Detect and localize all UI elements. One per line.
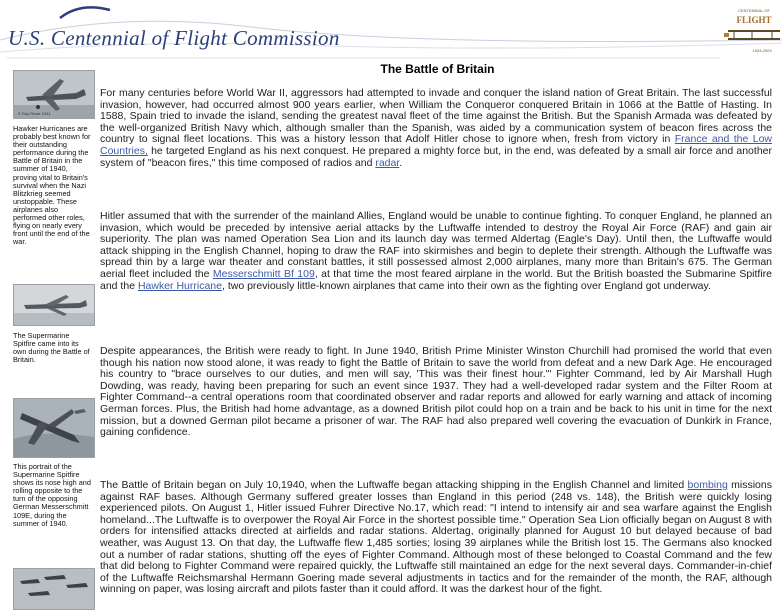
paragraph-text: , at that time the most feared airplane in the world. But the British boasted the Submarine Spitfire and the xyxy=(100,267,772,292)
link-france-low-countries[interactable]: France and the Low Countries, xyxy=(100,133,772,157)
hurricane-caption: Hawker Hurricanes are probably best known for their outstanding performance during the Battle of Britain in the summer of 1940, proving vital to Britain's survival when the Nazi Blitzkrieg seemed unstoppable. These airplanes also performed other roles, flying on nearly every front until the end of the war. xyxy=(13,124,91,247)
spitfire-portrait-photo[interactable] xyxy=(13,398,95,458)
wright-flyer-icon xyxy=(722,4,782,56)
paragraph-text: Despite appearances, the British were ready to fight. In June 1940, British Prime Minister Winston Churchill had promised the world that even though his nation now stood alone, it was ready to fight the Battle of Britain to save the world from defeat and a new Dark Age. He encouraged his country to "brace ourselves to our duties, and men will say, 'This was their finest hour.'" Fighter Command, led by Air Marshall Hugh Dowding, was ready, having been preparing for such an event since 1937. They had a well-developed radar system and the Filter Room at Fighter Command--a central operations room that coordinated observer and radar reports and allowed for early warning and attack of incoming German forces. Plus, the British had home advantage, as a downed British pilot could hop on a train and be back to his unit in time for the next mission, but a downed German pilot became a prisoner of war. The RAF had also prepared well covering the evacuation of Dunkirk in France, gaining confidence. xyxy=(100,345,772,439)
link-radar[interactable]: radar xyxy=(375,156,400,169)
bomber-formation-icon xyxy=(14,569,94,609)
paragraph-text: he targeted England as his next conquest. He prepared a mighty force but, in the end, was defeated by a small air force and another system of "beacon fires," this time composed of radios and xyxy=(100,144,772,169)
spitfire-caption: The Supermarine Spitfire came into its own during the Battle of Britain. xyxy=(13,331,90,365)
paragraph-text: The Battle of Britain began on July 10,1940, when the Luftwaffe began attacking shipping in the English Channel and limited xyxy=(100,479,688,491)
paragraph-text: missions against RAF bases. Although Germany suffered greater losses than England in this period (248 vs. 148), the British were quickly losing experienced pilots. On August 1, Hitler issued Fuhrer Directive No.17, which read: "I intend to intensify air and sea warfare against the English homeland...The Luftwaffe is to overpower the Royal Air Force in the shortest possible time." Operation Sea Lion officially began on August 8 with orders for intensified attacks directed at airfields and radar stations. Aldertag, originally planned for August 10 but delayed because of bad weather, was August 13. On that day, the Luftwaffe flew 1,485 sorties; losing 39 airplanes while the British lost 15. The Germans also knocked out a number of radar stations, shutting off the eyes of Fighter Command. Although most of these belonged to Coastal Command and the few that did belong to Fighter Command were repaired quickly, the Luftwaffe still maintained an edge for the next several days. Commander-in-chief of the Luftwaffe Reichsmarshal Hermann Goering made several adjustments in tactics and for the remainder of the month, the RAF, although winning on paper, was losing aircraft and pilots faster than it could afford. It was the darkest hour of the fight. xyxy=(100,479,772,596)
link-messerschmitt[interactable]: Messerschmitt Bf 109 xyxy=(212,267,315,280)
article-paragraph-4 xyxy=(100,480,772,596)
logo-top-text: CENTENNIAL OF xyxy=(738,8,770,13)
hurricane-airplane-icon xyxy=(14,71,94,118)
link-hawker-hurricane[interactable]: Hawker Hurricane xyxy=(137,279,222,292)
spitfire-airplane-icon xyxy=(14,285,94,325)
site-banner xyxy=(0,0,782,62)
logo-word: FLIGHT xyxy=(736,15,772,25)
page-title: The Battle of Britain xyxy=(380,62,495,76)
spitfire-photo[interactable] xyxy=(13,284,95,326)
hurricane-photo[interactable] xyxy=(13,70,95,119)
article-paragraph-3 xyxy=(100,346,772,439)
centennial-logo[interactable] xyxy=(722,4,782,56)
logo-years: 1903-2003 xyxy=(752,48,772,53)
spitfire-portrait-caption: This portrait of the Supermarine Spitfire shows its nose high and rolling opposite to the turn of the opposing German Messerschmitt 109E, during the summer of 1940. xyxy=(13,462,91,528)
spitfire-dogfight-icon xyxy=(14,399,94,457)
site-title[interactable]: U.S. Centennial of Flight Commission xyxy=(8,26,340,50)
formation-photo[interactable] xyxy=(13,568,95,610)
paragraph-text: , two previously little-known airplanes that came into their own as the fighting over England got underway. xyxy=(221,279,711,292)
photo-stamp: © Roy Rowe 1941 xyxy=(18,111,51,116)
paragraph-text: Hitler assumed that with the surrender of the mainland Allies, England would be unable to continue fighting. To conquer England, he planned an invasion, which would be preceded by intensive aerial attacks by the Luftwaffe intended to destroy the Royal Air Force (RAF) and gain air superiority. The plan was named Operation Sea Lion and its launch day was termed Aldertag (Eagle's Day). Until then, the Luftwaffe would attack shipping in the English Channel, hoping to draw the RAF into skirmishes and begin to deplete their strength. Although the Luftwaffe was spread thin by a large war theater and constant battles, it still possessed almost 2,000 airplanes, many more than Britain's 675. The German aerial fleet included the xyxy=(100,210,772,280)
paragraph-text: For many centuries before World War II, aggressors had attempted to invade and conquer the island nation of Great Britain. The last successful invasion, however, had occurred almost 900 years earlier, when William the Conqueror conquered Britain in 1066 at the Battle of Hasting. In 1588, Spain tried to invade the island, sending the greatest naval fleet of the time against the British. But the Spanish Armada was defeated by the well-organized British Navy which, although smaller than the Spanish, was aided by a communication system of beacon fires across the country to signal fleet locations. This was a history lesson that Adolf Hitler chose to ignore when, fresh from victory in xyxy=(100,87,772,146)
article-paragraph-2 xyxy=(100,211,772,292)
link-bombing[interactable]: bombing xyxy=(687,479,728,491)
paragraph-text: . xyxy=(399,156,403,169)
article-paragraph-1 xyxy=(100,88,772,169)
